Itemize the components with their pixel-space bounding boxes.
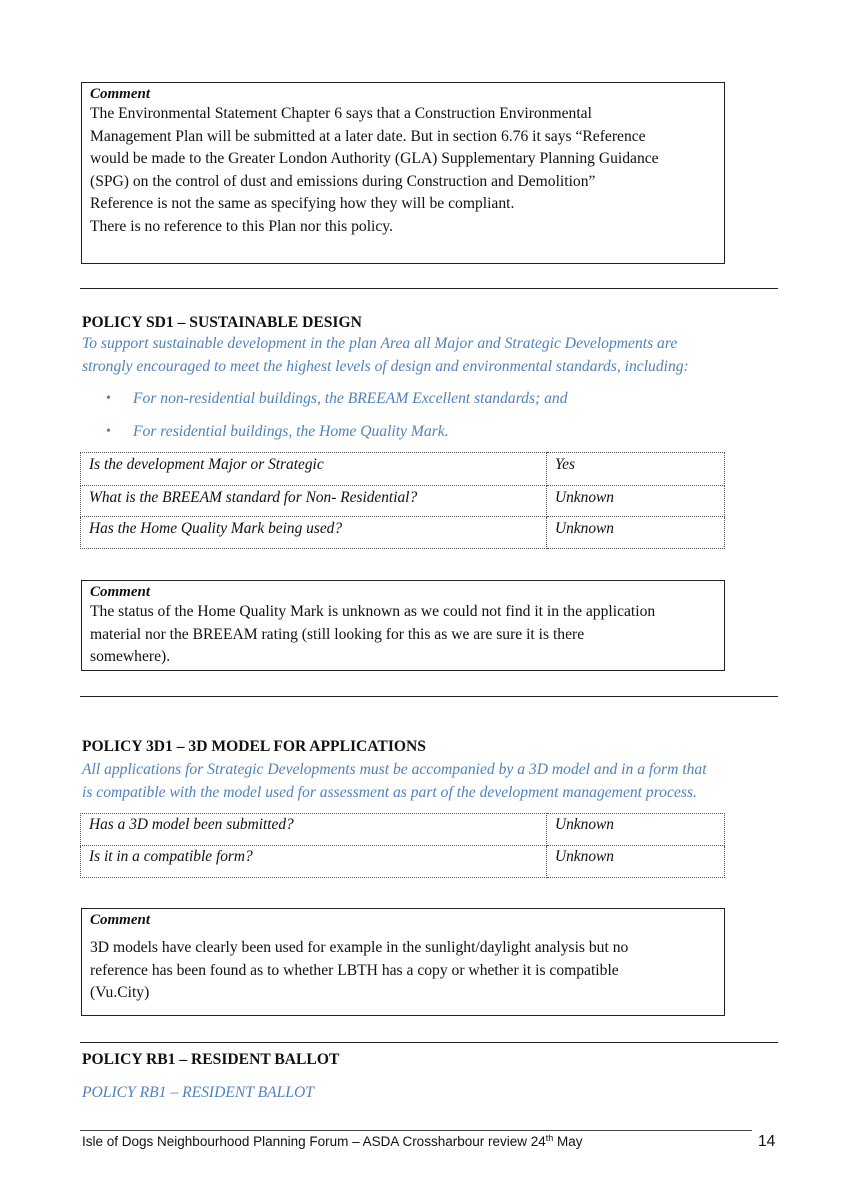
policy-line: To support sustainable development in the plan Area all Major and Strategic Developments are xyxy=(82,335,678,352)
page-footer xyxy=(82,1133,583,1149)
table-row xyxy=(81,486,725,517)
section-divider xyxy=(80,696,778,697)
comment-line: The Environmental Statement Chapter 6 says that a Construction Environmental xyxy=(90,105,592,122)
table-row xyxy=(81,517,725,549)
comment-label: Comment xyxy=(90,912,151,928)
policy-sd1-text xyxy=(82,333,689,378)
comment-box-sd1 xyxy=(81,580,725,671)
table-question: Has the Home Quality Mark being used? xyxy=(81,517,547,549)
bullet-text: For non-residential buildings, the BREEAM Excellent standards; and xyxy=(133,390,568,407)
comment-line: material nor the BREEAM rating (still looking for this as we are sure it is there xyxy=(90,625,585,643)
table-answer: Unknown xyxy=(547,846,725,878)
comment-line: The status of the Home Quality Mark is unknown as we could not find it in the application xyxy=(90,603,656,620)
table-row xyxy=(81,814,725,846)
comment-label: Comment xyxy=(90,86,151,102)
bullet-text: For residential buildings, the Home Quality Mark. xyxy=(133,423,449,440)
footer-text-end: May xyxy=(553,1134,583,1149)
comment-line: would be made to the Greater London Authority (GLA) Supplementary Planning Guidance xyxy=(90,150,659,167)
comment-text xyxy=(90,601,716,669)
comment-line: somewhere). xyxy=(90,648,171,665)
policy-3d1-text xyxy=(82,759,707,804)
policy-rb1-heading: POLICY RB1 – RESIDENT BALLOT xyxy=(82,1051,340,1068)
footer-text: Isle of Dogs Neighbourhood Planning Forum – ASDA Crossharbour review 24 xyxy=(82,1134,546,1149)
table-question: Has a 3D model been submitted? xyxy=(81,814,547,846)
comment-line: There is no reference to this Plan nor this policy. xyxy=(90,217,393,235)
table-answer: Yes xyxy=(547,453,725,486)
policy-line: strongly encouraged to meet the highest levels of design and environmental standards, including: xyxy=(82,357,689,375)
comment-line: Management Plan will be submitted at a later date. But in section 6.76 it says “Reference xyxy=(90,127,646,145)
sd1-assessment-table xyxy=(80,452,725,549)
3d1-assessment-table xyxy=(80,813,725,878)
footer-superscript: th xyxy=(545,1133,554,1143)
policy-line: All applications for Strategic Developments must be accompanied by a 3D model and in a form that xyxy=(82,761,707,778)
policy-line: is compatible with the model used for assessment as part of the development management process. xyxy=(82,783,697,801)
table-answer: Unknown xyxy=(547,814,725,846)
comment-label: Comment xyxy=(90,584,151,600)
table-row xyxy=(81,846,725,878)
comment-box-3d1 xyxy=(81,908,725,1016)
table-answer: Unknown xyxy=(547,517,725,549)
comment-line: reference has been found as to whether LBTH has a copy or whether it is compatible xyxy=(90,961,619,979)
table-question: What is the BREEAM standard for Non- Residential? xyxy=(81,486,547,517)
comment-text xyxy=(90,103,716,238)
table-question: Is it in a compatible form? xyxy=(81,846,547,878)
comment-box-environmental xyxy=(81,82,725,264)
footer-divider xyxy=(80,1130,752,1131)
table-question: Is the development Major or Strategic xyxy=(81,453,547,486)
policy-3d1-heading: POLICY 3D1 – 3D MODEL FOR APPLICATIONS xyxy=(82,738,426,755)
table-answer: Unknown xyxy=(547,486,725,517)
bullet-icon: • xyxy=(106,424,111,439)
policy-sd1-heading: POLICY SD1 – SUSTAINABLE DESIGN xyxy=(82,314,362,331)
section-divider xyxy=(80,1042,778,1043)
bullet-icon: • xyxy=(106,391,111,406)
comment-text xyxy=(90,937,716,1005)
comment-line: Reference is not the same as specifying how they will be compliant. xyxy=(90,195,515,212)
policy-rb1-text: POLICY RB1 – RESIDENT BALLOT xyxy=(82,1084,314,1101)
comment-line: (Vu.City) xyxy=(90,984,150,1001)
page-number: 14 xyxy=(758,1133,776,1150)
table-row xyxy=(81,453,725,486)
comment-line: 3D models have clearly been used for example in the sunlight/daylight analysis but no xyxy=(90,939,629,956)
section-divider xyxy=(80,288,778,289)
comment-line: (SPG) on the control of dust and emissions during Construction and Demolition” xyxy=(90,172,596,190)
